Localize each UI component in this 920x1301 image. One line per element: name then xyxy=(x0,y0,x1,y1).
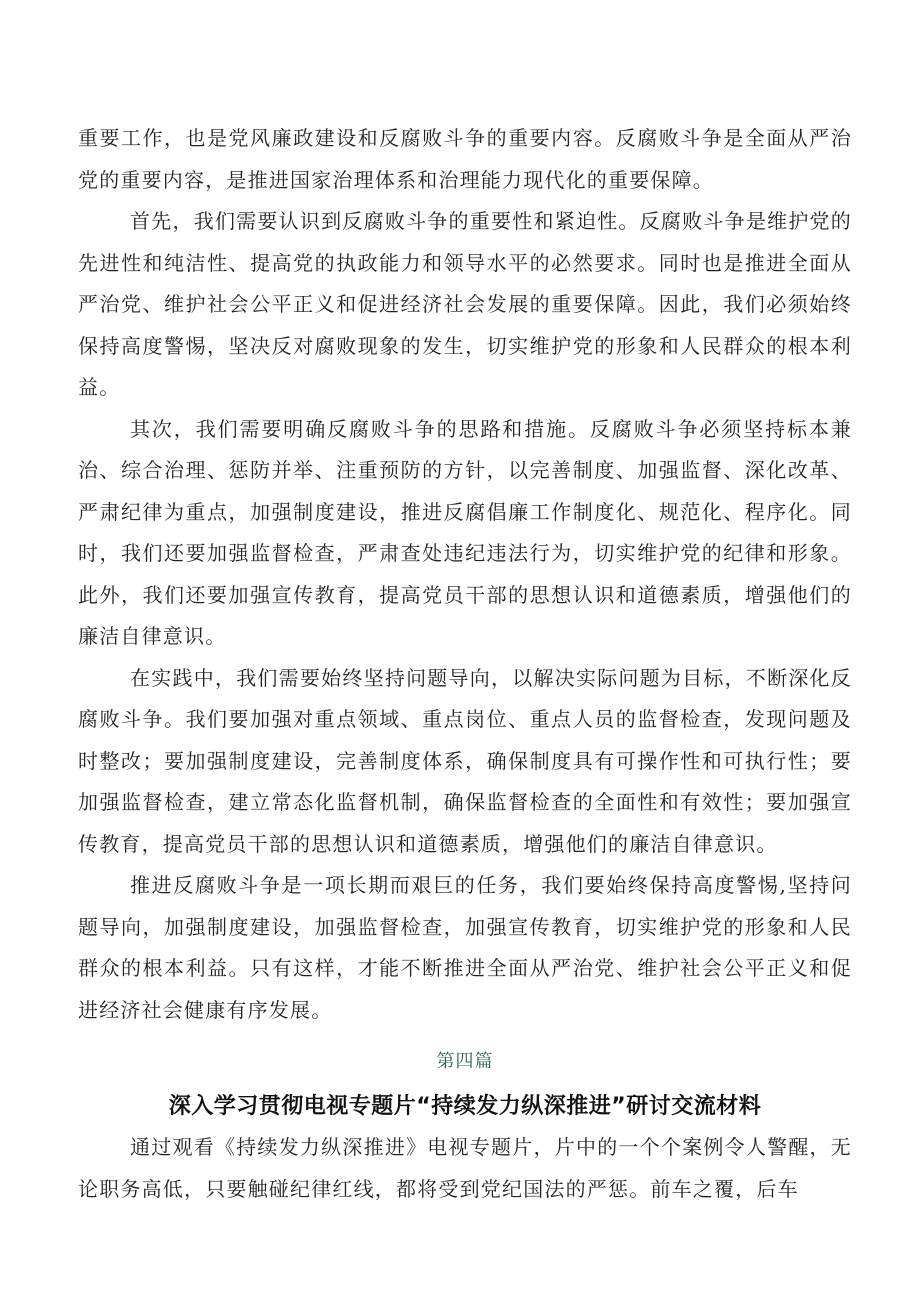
paragraph-intro: 通过观看《持续发力纵深推进》电视专题片，片中的一个个案例令人警醒，无论职务高低，只要触碰纪律红线，都将受到党纪国法的严惩。前车之覆，后车 xyxy=(78,1135,852,1201)
paragraph-importance: 首先，我们需要认识到反腐败斗争的重要性和紧迫性。反腐败斗争是维护党的先进性和纯洁性、提高党的执政能力和领导水平的必然要求。同时也是推进全面从严治党、维护社会公平正义和促进经济社会发展的重要保障。因此，我们必须始终保持高度警惕，坚决反对腐败现象的发生，切实维护党的形象和人民群众的根本利益。 xyxy=(78,209,852,399)
paragraph-measures: 其次，我们需要明确反腐败斗争的思路和措施。反腐败斗争必须坚持标本兼治、综合治理、惩防并举、注重预防的方针，以完善制度、加强监督、深化改革、严肃纪律为重点，加强制度建设，推进反腐倡廉工作制度化、规范化、程序化。同时，我们还要加强监督检查，严肃查处违纪违法行为，切实维护党的纪律和形象。此外，我们还要加强宣传教育，提高党员干部的思想认识和道德素质，增强他们的廉洁自律意识。 xyxy=(78,416,852,648)
document-body xyxy=(78,118,852,1210)
paragraph-continuation: 重要工作，也是党风廉政建设和反腐败斗争的重要内容。反腐败斗争是全面从严治党的重要内容，是推进国家治理体系和治理能力现代化的重要保障。 xyxy=(78,126,852,192)
paragraph-practice: 在实践中，我们需要始终坚持问题导向，以解决实际问题为目标，不断深化反腐败斗争。我们要加强对重点领域、重点岗位、重点人员的监督检查，发现问题及时整改；要加强制度建设，完善制度体系，确保制度具有可操作性和可执行性；要加强监督检查，建立常态化监督机制，确保监督检查的全面性和有效性；要加强宣传教育，提高党员干部的思想认识和道德素质，增强他们的廉洁自律意识。 xyxy=(78,665,852,856)
section-label: 第四篇 xyxy=(436,1051,494,1072)
paragraph-conclusion: 推进反腐败斗争是一项长期而艰巨的任务，我们要始终保持高度警惕,坚持问题导向，加强制度建设，加强监督检查，加强宣传教育，切实维护党的形象和人民群众的根本利益。只有这样，才能不断推进全面从严治党、维护社会公平正义和促进经济社会健康有序发展。 xyxy=(78,873,852,1022)
section-title: 深入学习贯彻电视专题片“持续发力纵深推进”研讨交流材料 xyxy=(168,1094,762,1119)
